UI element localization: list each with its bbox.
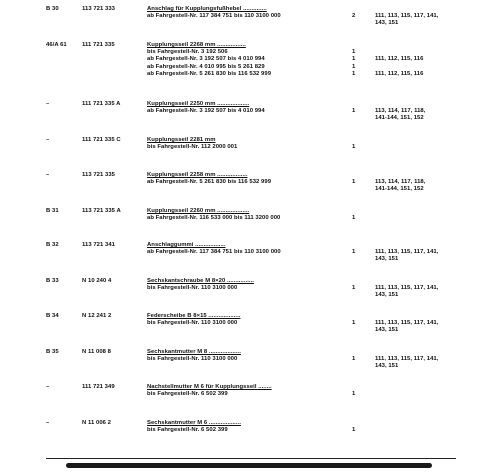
page-bottom-rule (46, 458, 456, 459)
illustration-ref: B 31 (46, 208, 59, 214)
model-codes: 141-144, 151, 152 (375, 186, 424, 193)
chassis-range: ab Fahrgestell-Nr. 3 192 507 bis 4 010 994 (147, 56, 265, 63)
illustration-ref: B 32 (46, 242, 59, 248)
part-number: 111 721 349 (82, 384, 115, 390)
quantity: 1 (352, 144, 356, 151)
illustration-ref: B 35 (46, 349, 59, 355)
quantity: 2 (352, 13, 356, 20)
part-description: Kupplungsseil 2281 mm (147, 137, 216, 143)
illustration-ref: – (46, 137, 50, 143)
quantity: 1 (352, 285, 356, 292)
quantity: 1 (352, 215, 356, 222)
model-codes: 143, 151 (375, 363, 399, 370)
chassis-range: bis Fahrgestell-Nr. 6 502 399 (147, 427, 228, 434)
chassis-range: ab Fahrgestell-Nr. 4 010 995 bis 5 261 829 (147, 63, 265, 70)
part-description: Anschlag für Kupplungsfußhebel .............. (147, 6, 267, 12)
quantity: 1 (352, 179, 356, 186)
model-codes: 111, 112, 115, 116 (375, 70, 424, 77)
part-number: 113 721 335 (82, 172, 115, 178)
model-codes: 111, 112, 115, 116 (375, 56, 424, 63)
model-codes: 113, 114, 117, 118, (375, 179, 426, 186)
chassis-range: ab Fahrgestell-Nr. 117 384 751 bis 110 3100 000 (147, 13, 281, 20)
part-description: Sechskantmutter M 8 ................... (147, 349, 241, 355)
illustration-ref: B 30 (46, 6, 59, 12)
quantity: 1 (352, 427, 356, 434)
chassis-range: ab Fahrgestell-Nr. 116 533 000 bis 111 3200 000 (147, 215, 281, 222)
part-number: 113 721 335 A (82, 208, 121, 214)
model-codes: 111, 113, 115, 117, 141, (375, 320, 439, 327)
chassis-range: ab Fahrgestell-Nr. 117 384 751 bis 110 3100 000 (147, 249, 281, 256)
part-number: 111 721 335 (82, 42, 115, 48)
part-number: 111 721 335 A (82, 101, 121, 107)
quantity: 1 (352, 49, 356, 56)
part-description: Sechskantschraube M 8×20 ................ (147, 278, 254, 284)
chassis-range: bis Fahrgestell-Nr. 112 2000 001 (147, 144, 238, 151)
part-description: Sechskantmutter M 6 ................... (147, 420, 241, 426)
part-number: 113 721 341 (82, 242, 115, 248)
illustration-ref: B 34 (46, 313, 59, 319)
quantity: 1 (352, 249, 356, 256)
part-description: Nachstellmutter M 6 für Kupplungsseil ........ (147, 384, 272, 390)
illustration-ref: – (46, 420, 50, 426)
part-description: Kupplungsseil 2258 mm .................. (147, 172, 248, 178)
illustration-ref: B 33 (46, 278, 59, 284)
part-description: Federscheibe B 8×15 ................... (147, 313, 241, 319)
model-codes: 143, 151 (375, 327, 399, 334)
part-description: Kupplungsseil 2250 mm ................... (147, 101, 250, 107)
chassis-range: ab Fahrgestell-Nr. 5 261 830 bis 116 532 999 (147, 179, 272, 186)
part-description: Kupplungsseil 2260 mm ................... (147, 208, 250, 214)
model-codes: 111, 113, 115, 117, 141, (375, 356, 439, 363)
part-number: 113 721 333 (82, 6, 115, 12)
chassis-range: bis Fahrgestell-Nr. 110 3100 000 (147, 356, 238, 363)
chassis-range: ab Fahrgestell-Nr. 5 261 830 bis 116 532 999 (147, 70, 272, 77)
chassis-range: bis Fahrgestell-Nr. 110 3100 000 (147, 320, 238, 327)
quantity: 1 (352, 108, 356, 115)
illustration-ref: – (46, 172, 50, 178)
chassis-range: bis Fahrgestell-Nr. 6 502 399 (147, 391, 228, 398)
quantity: 1 (352, 56, 356, 63)
model-codes: 111, 113, 115, 117, 141, (375, 13, 439, 20)
chassis-range: bis Fahrgestell-Nr. 3 192 506 (147, 49, 228, 56)
quantity: 1 (352, 356, 356, 363)
part-number: N 11 008 8 (82, 349, 111, 355)
model-codes: 111, 113, 115, 117, 141, (375, 249, 439, 256)
quantity: 1 (352, 70, 356, 77)
model-codes: 141-144, 151, 152 (375, 115, 424, 122)
illustration-ref: – (46, 101, 50, 107)
part-number: N 11 006 2 (82, 420, 111, 426)
model-codes: 143, 151 (375, 20, 399, 27)
part-number: N 10 240 4 (82, 278, 112, 284)
home-indicator-bar[interactable] (66, 463, 432, 468)
model-codes: 143, 151 (375, 292, 399, 299)
part-number: 111 721 335 C (82, 137, 121, 143)
illustration-ref: 46/A 61 (46, 42, 67, 48)
quantity: 1 (352, 391, 356, 398)
chassis-range: ab Fahrgestell-Nr. 3 192 507 bis 4 010 994 (147, 108, 265, 115)
illustration-ref: – (46, 384, 50, 390)
model-codes: 113, 114, 117, 118, (375, 108, 426, 115)
quantity: 1 (352, 320, 356, 327)
model-codes: 143, 151 (375, 256, 399, 263)
quantity: 1 (352, 63, 356, 70)
part-description: Kupplungsseil 2268 mm ................. (147, 42, 246, 48)
part-number: N 12 241 2 (82, 313, 112, 319)
part-description: Anschlaggummi .................. (147, 242, 226, 248)
chassis-range: bis Fahrgestell-Nr. 110 3100 000 (147, 285, 238, 292)
model-codes: 111, 113, 115, 117, 141, (375, 285, 439, 292)
